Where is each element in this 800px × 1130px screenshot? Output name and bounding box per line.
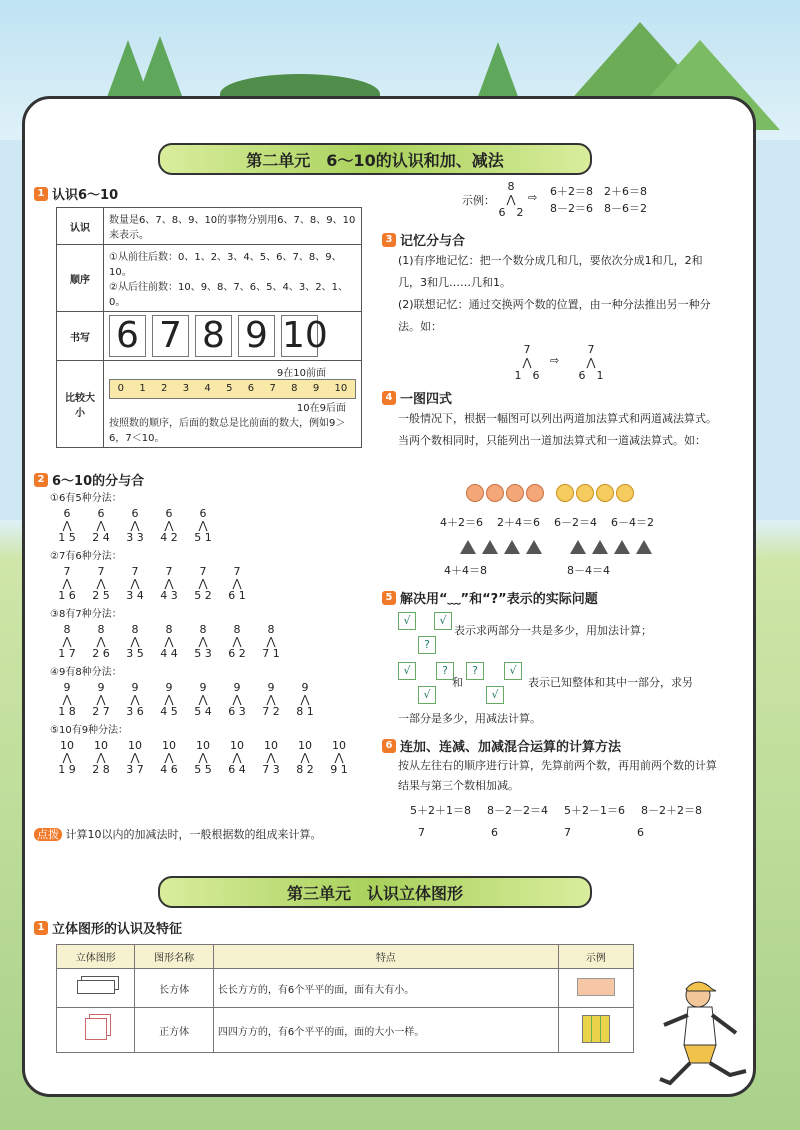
running-boy-icon: [650, 975, 760, 1095]
rubiks-cube-icon: [558, 1008, 633, 1053]
question-box-icon: ?: [436, 662, 454, 680]
equation: 8－2－2＝4: [487, 804, 548, 817]
ruler-tick: 1: [139, 383, 146, 394]
flower-equations: [440, 514, 654, 530]
arrow-icon: ⇨: [550, 354, 560, 367]
memory-bond-b: 7 ⋀ 6 1: [576, 343, 606, 382]
bond-top: 8: [267, 623, 275, 636]
col-header: 示例: [558, 945, 633, 969]
sub-result: 7: [564, 826, 571, 839]
number-ruler: [109, 379, 356, 399]
triangle-equations: [444, 562, 610, 578]
unit2-title: 第二单元 6～10的认识和加、减法: [246, 150, 504, 170]
unit3-banner: [158, 876, 592, 908]
bond-top: 10: [196, 739, 210, 752]
number-bond: 10 ⋀ 7 3: [254, 740, 288, 776]
bond-pair: 8 1: [296, 705, 314, 718]
row-content: 数量是6、7、8、9、10的事物分别用6、7、8、9、10来表示。: [104, 208, 362, 245]
check-box-icon: √: [486, 686, 504, 704]
check-box-icon: √: [398, 662, 416, 680]
number-bond: 8 ⋀ 2 6: [84, 624, 118, 660]
bond-pair: 4 5: [160, 705, 178, 718]
section4-heading: [382, 388, 452, 407]
sub-result: 6: [491, 826, 498, 839]
check-box-icon: √: [504, 662, 522, 680]
number-bond: 8 ⋀ 4 4: [152, 624, 186, 660]
group-label: ③8有7种分法：: [50, 609, 122, 620]
bond-top: 9: [233, 681, 241, 694]
shape-name: 长方体: [135, 969, 213, 1008]
example-label: 示例：: [462, 194, 495, 207]
bond-pair: 8 2: [296, 763, 314, 776]
ruler-tick: 6: [247, 383, 255, 394]
digit-cell: 7: [152, 315, 189, 357]
group-label: ②7有6种分法：: [50, 551, 122, 562]
row-header: 顺序: [57, 245, 104, 312]
subtraction-diagram-a: [398, 662, 454, 680]
bond-top: 10: [60, 739, 74, 752]
number-bond: 9 ⋀ 5 4: [186, 682, 220, 718]
bond-top: 10: [94, 739, 108, 752]
cuboid-drawing-icon: [57, 969, 135, 1008]
ruler-note-bottom: 10在9后面: [296, 403, 346, 414]
bond-pair: 9 1: [330, 763, 348, 776]
bond-pair: 5 2: [194, 589, 212, 602]
flower-icon: [596, 484, 614, 502]
equation: 6－4＝2: [611, 516, 654, 529]
bond-row: [50, 624, 380, 660]
number-bond: 9 ⋀ 8 1: [288, 682, 322, 718]
number-bond: 8 ⋀ 3 5: [118, 624, 152, 660]
number-bond: 8 ⋀ 7 1: [254, 624, 288, 660]
bond-pair: 3 3: [126, 531, 144, 544]
group-label: ①6有5种分法：: [50, 493, 122, 504]
bond-pair: 6 3: [228, 705, 246, 718]
decompose-groups: [50, 490, 380, 780]
equation: 5＋2－1＝6: [564, 804, 625, 817]
bond-row: [50, 740, 380, 776]
bond-top: 10: [298, 739, 312, 752]
bond-pair: 6 1: [228, 589, 246, 602]
section6-heading: [382, 736, 621, 755]
ruler-tick: 10: [334, 383, 348, 394]
number-bond: 10 ⋀ 2 8: [84, 740, 118, 776]
row-content: [104, 361, 362, 448]
tip-text: 计算10以内的加减法时，一般根据数的组成来计算。: [65, 828, 322, 841]
section-title: 连加、连减、加减混合运算的计算方法: [400, 740, 622, 755]
number-bond: 7 ⋀ 6 1: [220, 566, 254, 602]
equation: 8－2＝6 8－6＝2: [550, 202, 647, 215]
group-label: ⑤10有9种分法：: [50, 725, 129, 736]
solid-shapes-table: [56, 944, 634, 1053]
tip-badge: 点拨: [34, 828, 62, 841]
number-bond: 6 ⋀ 3 3: [118, 508, 152, 544]
shape-desc: 长长方方的，有6个平平的面，面有大有小。: [213, 969, 558, 1008]
order-forward: ①从前往后数：0、1、2、3、4、5、6、7、8、9、10。: [109, 252, 342, 278]
memory-bond-a: 7 ⋀ 1 6: [512, 343, 542, 382]
bond-pair: 1 6: [58, 589, 76, 602]
section-number-badge: 1: [34, 921, 48, 935]
section2-heading: [34, 470, 144, 489]
triangle-icon: [526, 540, 542, 554]
question-box-icon: ?: [466, 662, 484, 680]
check-box-icon: √: [434, 612, 452, 630]
number-bond: 6 ⋀ 5 1: [186, 508, 220, 544]
section1-heading: [34, 184, 118, 203]
bond-pair: 7 2: [262, 705, 280, 718]
bond-top: 7: [165, 565, 173, 578]
number-bond: 10 ⋀ 3 7: [118, 740, 152, 776]
bond-pair: 1 7: [58, 647, 76, 660]
equation: 8－4＝4: [567, 564, 610, 577]
and-text: 和: [452, 676, 463, 689]
triangle-icon: [592, 540, 608, 554]
number-bond: 10 ⋀ 1 9: [50, 740, 84, 776]
section-number-badge: 3: [382, 233, 396, 247]
section-number-badge: 4: [382, 391, 396, 405]
row-content: [104, 245, 362, 312]
bond-top: 6: [165, 507, 173, 520]
section-title: 一图四式: [400, 392, 453, 407]
bond-pair: 1 8: [58, 705, 76, 718]
bond-pair: 2 8: [92, 763, 110, 776]
bond-top: 8: [131, 623, 139, 636]
bond-top: 7: [97, 565, 105, 578]
bond-top: 7: [587, 343, 595, 356]
ruler-tick: 4: [204, 383, 211, 394]
number-bond: 10 ⋀ 4 6: [152, 740, 186, 776]
bond-row: [50, 566, 380, 602]
number-bond: 7 ⋀ 2 5: [84, 566, 118, 602]
bond-row: [50, 508, 380, 544]
number-bond: 7 ⋀ 5 2: [186, 566, 220, 602]
question-box-icon: ?: [418, 636, 436, 654]
bond-row: [50, 682, 380, 718]
number-bond: 9 ⋀ 4 5: [152, 682, 186, 718]
bond-pair: 3 5: [126, 647, 144, 660]
memory-text: [398, 250, 720, 338]
row-header: 认识: [57, 208, 104, 245]
col-header: 立体图形: [57, 945, 135, 969]
digit-cell: 8: [195, 315, 232, 357]
bond-top: 8: [199, 623, 207, 636]
bond-pair: 4 2: [160, 531, 178, 544]
bond-top: 9: [63, 681, 71, 694]
ruler-tick: 8: [291, 383, 298, 394]
one-pic-four-eq-text: 一般情况下，根据一幅图可以列出两道加法算式和两道减法算式。当两个数相同时，只能列出一道加法算式和一道减法算式。如：: [398, 412, 717, 447]
sub-result: 6: [637, 826, 644, 839]
tree-icon: [476, 42, 520, 102]
number-bond: 7 ⋀ 1 6: [50, 566, 84, 602]
bond-top: 9: [301, 681, 309, 694]
bond-pair: 2 6: [92, 647, 110, 660]
number-bond: 8 ⋀ 5 3: [186, 624, 220, 660]
bond-pair: 7 1: [262, 647, 280, 660]
number-bond: 10 ⋀ 8 2: [288, 740, 322, 776]
equation: 4＋4＝8: [444, 564, 487, 577]
flower-group-a: [466, 484, 596, 502]
ruler-tick: 3: [182, 383, 190, 394]
bond-left: 6: [498, 206, 506, 219]
bond-right: 1: [596, 369, 604, 382]
equation: 5＋2＋1＝8: [410, 804, 471, 817]
section-title: 6～10的分与合: [52, 474, 145, 489]
order-backward: ②从后往前数：10、9、8、7、6、5、4、3、2、1、0。: [109, 282, 348, 308]
col-header: 图形名称: [135, 945, 213, 969]
number-bond: 8 ⋀ 1 7: [50, 624, 84, 660]
section-number-badge: 2: [34, 473, 48, 487]
bond-pair: 2 5: [92, 589, 110, 602]
subtraction-explain: 表示已知整体和其中一部分，求另: [528, 676, 693, 689]
bond-pair: 5 4: [194, 705, 212, 718]
flower-group-b: [596, 484, 636, 502]
triangle-icon: [504, 540, 520, 554]
row-header: 书写: [57, 312, 104, 361]
bond-pair: 5 5: [194, 763, 212, 776]
bond-top: 8: [63, 623, 71, 636]
flower-icon: [576, 484, 594, 502]
tip-line: [34, 826, 322, 843]
digit-cell: 6: [109, 315, 146, 357]
section-number-badge: 6: [382, 739, 396, 753]
bond-pair: 2 4: [92, 531, 110, 544]
bond-top: 7: [131, 565, 139, 578]
bond-right: 6: [532, 369, 540, 382]
number-bond: 9 ⋀ 6 3: [220, 682, 254, 718]
unit2-banner: [158, 143, 592, 175]
bond-top: 9: [97, 681, 105, 694]
bond-pair: 6 4: [228, 763, 246, 776]
bond-top: 9: [267, 681, 275, 694]
bond-pair: 6 2: [228, 647, 246, 660]
flower-icon: [526, 484, 544, 502]
bond-top: 9: [165, 681, 173, 694]
check-box-icon: √: [418, 686, 436, 704]
flower-icon: [506, 484, 524, 502]
triangle-icon: [614, 540, 630, 554]
cuboid-example-icon: [558, 969, 633, 1008]
ruler-tick: 9: [312, 383, 320, 394]
subtraction-explain-cont: 一部分是多少，用减法计算。: [398, 712, 541, 725]
arrow-icon: ⇨: [528, 191, 538, 204]
flower-icon: [556, 484, 574, 502]
bond-top: 10: [128, 739, 142, 752]
section-title: 解决用“﹏”和“?”表示的实际问题: [400, 592, 598, 607]
bond-pair: 4 3: [160, 589, 178, 602]
number-bond: 6 ⋀ 1 5: [50, 508, 84, 544]
flower-icon: [466, 484, 484, 502]
flower-icon: [486, 484, 504, 502]
bond-left: 6: [578, 369, 586, 382]
equation: 8－2＋2＝8: [641, 804, 702, 817]
section3-heading: [382, 230, 465, 249]
triangle-icon: [460, 540, 476, 554]
bond-pair: 3 4: [126, 589, 144, 602]
number-bond: 9 ⋀ 1 8: [50, 682, 84, 718]
section-title: 认识6～10: [52, 188, 119, 203]
mixed-op-text: 按从左往右的顺序进行计算，先算前两个数，再用前两个数的计算结果与第三个数相加减。: [398, 759, 717, 792]
number-bond: 9 ⋀ 7 2: [254, 682, 288, 718]
cube-drawing-icon: [57, 1008, 135, 1053]
number-bond: 9 ⋀ 2 7: [84, 682, 118, 718]
number-bond: 10 ⋀ 9 1: [322, 740, 356, 776]
bond-top: 6: [97, 507, 105, 520]
ruler-note-top: 9在10前面: [276, 368, 326, 379]
row-content: [104, 312, 362, 361]
bond-top: 8: [233, 623, 241, 636]
bond-top: 9: [199, 681, 207, 694]
check-box-icon: √: [398, 612, 416, 630]
table-row: [57, 1008, 634, 1053]
bond-top: 7: [233, 565, 241, 578]
bond-right: 2: [516, 206, 524, 219]
compare-text: 按照数的顺序，后面的数总是比前面的数大，例如9＞6，7＜10。: [109, 418, 346, 444]
bond-top: 10: [332, 739, 346, 752]
mixed-op-subresults: [418, 826, 644, 839]
section-title: 记忆分与合: [400, 234, 466, 249]
number-bond: 9 ⋀ 3 6: [118, 682, 152, 718]
bond-top: 10: [230, 739, 244, 752]
recognize-table: [56, 207, 362, 448]
addition-diagram: [398, 612, 452, 630]
digit-cell: 9: [238, 315, 275, 357]
tree-icon: [138, 36, 182, 96]
ruler-tick: 7: [269, 383, 276, 394]
row-header: 比较大小: [57, 361, 104, 448]
section5-heading: [382, 588, 598, 607]
bond-top: 10: [264, 739, 278, 752]
section-title: 立体图形的认识及特征: [52, 922, 183, 937]
bond-top: 8: [97, 623, 105, 636]
number-bond: 8 ⋀ 6 2: [220, 624, 254, 660]
mixed-op-equations: [410, 802, 702, 818]
triangle-group-b: [570, 540, 658, 554]
bond-top: 6: [199, 507, 207, 520]
memory-ordered: (1)有序地记忆：把一个数分成几和几，要依次分成1和几，2和几，3和几……几和1。: [398, 254, 703, 289]
bond-top: 8: [165, 623, 173, 636]
triangle-icon: [636, 540, 652, 554]
unit3-title: 第三单元 认识立体图形: [286, 883, 463, 903]
bond-left: 1: [514, 369, 522, 382]
ruler-tick: 0: [117, 383, 125, 394]
bond-pair: 3 6: [126, 705, 144, 718]
number-bond: 10 ⋀ 6 4: [220, 740, 254, 776]
bond-top: 6: [131, 507, 139, 520]
bond-pair: 7 3: [262, 763, 280, 776]
example-bond: 8 ⋀ 6 2: [496, 180, 526, 219]
bond-pair: 5 1: [194, 531, 212, 544]
bond-pair: 4 4: [160, 647, 178, 660]
bond-pair: 5 3: [194, 647, 212, 660]
bond-top: 10: [162, 739, 176, 752]
bond-pair: 4 6: [160, 763, 178, 776]
equation: 2＋4＝6: [497, 516, 540, 529]
section-number-badge: 1: [34, 187, 48, 201]
equation: 4＋2＝6: [440, 516, 483, 529]
flower-icon: [616, 484, 634, 502]
bond-pair: 3 7: [126, 763, 144, 776]
number-bond: 7 ⋀ 3 4: [118, 566, 152, 602]
table-row: [57, 969, 634, 1008]
equation: 6－2＝4: [554, 516, 597, 529]
bond-pair: 1 9: [58, 763, 76, 776]
triangle-group-a: [460, 540, 548, 554]
bond-top: 7: [523, 343, 531, 356]
writing-grid: [109, 315, 356, 357]
shape-desc: 四四方方的，有6个平平的面，面的大小一样。: [213, 1008, 558, 1053]
number-bond: 7 ⋀ 4 3: [152, 566, 186, 602]
number-bond: 6 ⋀ 2 4: [84, 508, 118, 544]
bond-top: 8: [507, 180, 515, 193]
bond-pair: 2 7: [92, 705, 110, 718]
number-bond: 6 ⋀ 4 2: [152, 508, 186, 544]
bond-top: 6: [63, 507, 71, 520]
addition-explain: 表示求两部分一共是多少，用加法计算；: [454, 624, 652, 637]
ruler-tick: 2: [161, 383, 168, 394]
equation: 6＋2＝8 2＋6＝8: [550, 185, 647, 198]
digit-cell: 10: [282, 315, 328, 356]
ruler-tick: 5: [226, 383, 233, 394]
shape-name: 正方体: [135, 1008, 213, 1053]
bond-top: 7: [63, 565, 71, 578]
subtraction-diagram-b: [466, 662, 522, 680]
example-equations: [550, 183, 647, 217]
col-header: 特点: [213, 945, 558, 969]
number-bond: 10 ⋀ 5 5: [186, 740, 220, 776]
memory-association: (2)联想记忆：通过交换两个数的位置，由一种分法推出另一种分法。如：: [398, 298, 711, 333]
section-number-badge: 5: [382, 591, 396, 605]
unit3-section1-heading: [34, 918, 182, 937]
bond-top: 7: [199, 565, 207, 578]
bond-pair: 1 5: [58, 531, 76, 544]
group-label: ④9有8种分法：: [50, 667, 122, 678]
sub-result: 7: [418, 826, 425, 839]
triangle-icon: [482, 540, 498, 554]
bond-top: 9: [131, 681, 139, 694]
triangle-icon: [570, 540, 586, 554]
